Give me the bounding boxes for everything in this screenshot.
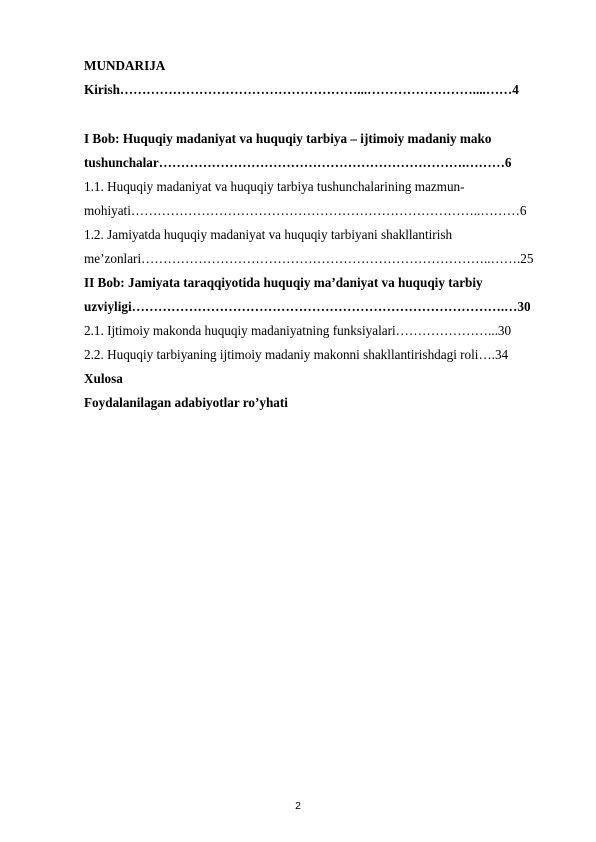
toc-entry-references: Foydalanilagan adabiyotlar ro’yhati	[84, 395, 288, 410]
toc-entry-section-1-1-line-1: 1.1. Huquqiy madaniyat va huquqiy tarbiya tushunchalarining mazmun-	[84, 179, 465, 194]
toc-entry-section-1-1-line-2: mohiyati……………………………………………………………………..………6	[84, 203, 527, 218]
toc-entry-chapter-1-line-1: I Bob: Huquqiy madaniyat va huquqiy tarbiya – ijtimoiy madaniy mako	[84, 131, 492, 146]
toc-entry-introduction: Kirish………………………………………………...……………………....……4	[84, 82, 519, 97]
toc-entry-chapter-1-line-2: tushunchalar…………………………………………………………….………6	[84, 155, 512, 170]
toc-entry-chapter-2-line-2: uzviyligi………………………………………………………………………….…30	[84, 299, 531, 314]
toc-title: MUNDARIJA	[84, 58, 166, 73]
toc-entry-chapter-2-line-1: II Bob: Jamiyata taraqqiyotida huquqiy ma’daniyat va huquqiy tarbiy	[84, 275, 483, 290]
toc-entry-section-2-1: 2.1. Ijtimoiy makonda huquqiy madaniyatning funksiyalari…………………...30	[84, 323, 512, 338]
page-number: 2	[295, 800, 301, 812]
toc-entry-section-1-2-line-1: 1.2. Jamiyatda huquqiy madaniyat va huquqiy tarbiyani shakllantirish	[84, 227, 453, 242]
toc-entry-section-2-2: 2.2. Huquqiy tarbiyaning ijtimoiy madaniy makonni shakllantirishdagi roli….34	[84, 347, 509, 362]
toc-entry-section-1-2-line-2: me’zonlari……………………………………………………………………..…….25	[84, 251, 534, 266]
toc-entry-conclusion: Xulosa	[84, 371, 123, 386]
